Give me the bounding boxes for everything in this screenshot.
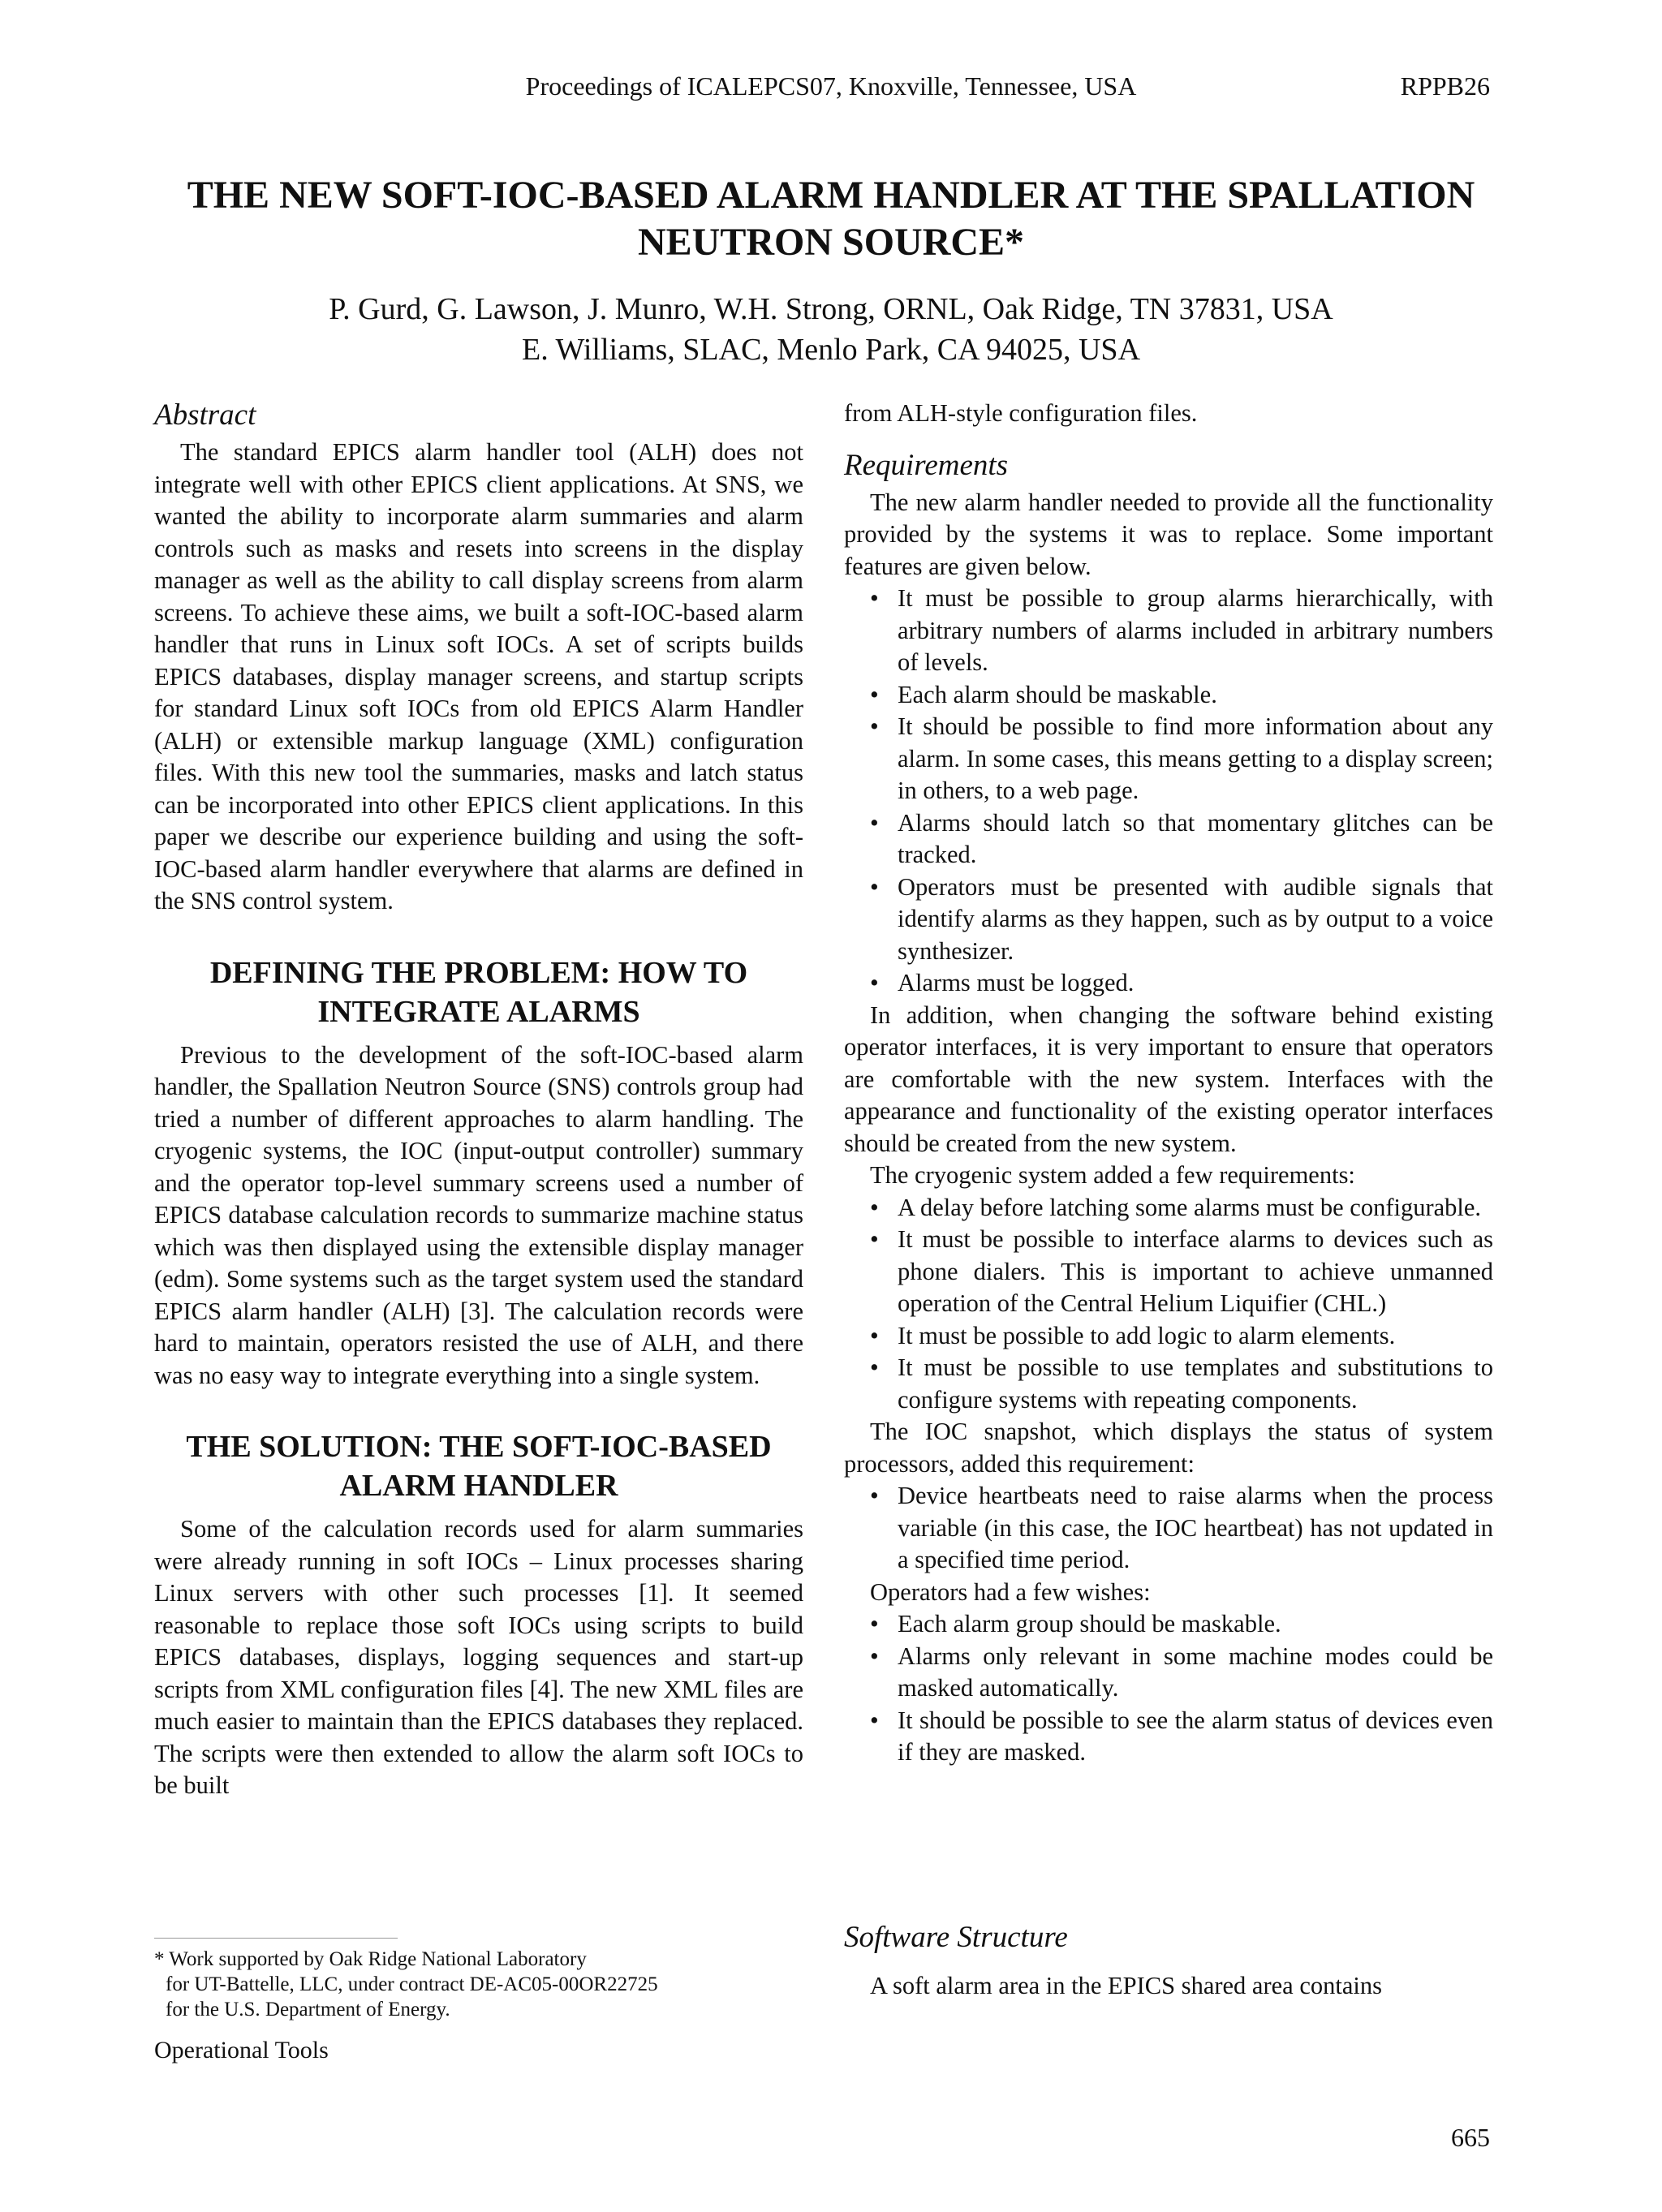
list-item: • Operators must be presented with audible signals that identify alarms as they happen, such as by output to a voice synthesizer. xyxy=(844,871,1493,968)
requirements-addition: In addition, when changing the software behind existing operator interfaces, it is very important to ensure that operators are comfortable with the new system. Interfaces with the appearance and functionality of the existing operator interfaces should be created from the new system. xyxy=(844,1001,1493,1157)
software-structure-block xyxy=(844,1920,1493,2003)
section1-text: Previous to the development of the soft-IOC-based alarm handler, the Spallation Neutron Source (SNS) controls group had tried a number of different approaches to alarm handling. The cryogenic systems, the IOC (input-output controller) summary and the operator top-level summary screens used a number of EPICS database calculation records to summarize machine status which was then displayed using the extensible display manager (edm). Some systems such as the target system used the standard EPICS alarm handler (ALH) [3]. The calculation records were hard to maintain, operators resisted the use of ALH, and there was no easy way to integrate everything into a single system. xyxy=(154,1040,803,1389)
list-item: • Device heartbeats need to raise alarms when the process variable (in this case, the IOC heartbeat) has not updated in a specified time period. xyxy=(844,1480,1493,1577)
requirements-intro: The new alarm handler needed to provide all the functionality provided by the systems it was to replace. Some important features are given below. xyxy=(844,488,1493,580)
cryo-intro: The cryogenic system added a few requirements: xyxy=(870,1161,1355,1189)
list-item: • Each alarm group should be maskable. xyxy=(844,1608,1493,1641)
footnote-line-2: for UT-Battelle, LLC, under contract DE-AC05-00OR22725 xyxy=(166,1973,658,1995)
ioc-requirements-list xyxy=(844,1480,1493,1577)
section1-heading-line-1: DEFINING THE PROBLEM: HOW TO xyxy=(209,955,748,990)
authors-line-2: E. Williams, SLAC, Menlo Park, CA 94025, USA xyxy=(521,333,1141,367)
page-number: 665 xyxy=(1451,2123,1490,2152)
abstract-heading: Abstract xyxy=(154,398,256,432)
list-item: • It should be possible to see the alarm status of devices even if they are masked. xyxy=(844,1705,1493,1769)
authors-line-1: P. Gurd, G. Lawson, J. Munro, W.H. Strong, ORNL, Oak Ridge, TN 37831, USA xyxy=(329,292,1333,326)
list-item: • It must be possible to add logic to alarm elements. xyxy=(844,1320,1493,1353)
abstract-text: The standard EPICS alarm handler tool (ALH) does not integrate well with other EPICS client applications. At SNS, we wanted the ability to incorporate alarm summaries and alarm controls such as masks and resets into screens in the display manager as well as the ability to call display screens from alarm screens. To achieve these aims, we built a soft-IOC-based alarm handler that runs in Linux soft IOCs. A set of scripts builds EPICS databases, display manager screens, and startup scripts for standard Linux soft IOCs from old EPICS Alarm Handler (ALH) or extensible markup language (XML) configuration files. With this new tool the summaries, masks and latch status can be incorporated into other EPICS client applications. In this paper we describe our experience building and using the soft-IOC-based alarm handler everywhere that alarms are defined in the SNS control system. xyxy=(154,438,803,914)
paper-title xyxy=(122,172,1540,266)
left-column xyxy=(154,398,803,1802)
footnote-line-1: * Work supported by Oak Ridge National Laboratory xyxy=(154,1948,587,1970)
section2-continuation: from ALH-style configuration files. xyxy=(844,399,1198,427)
section2-heading-line-1: THE SOLUTION: THE SOFT-IOC-BASED xyxy=(186,1430,772,1464)
ioc-intro: The IOC snapshot, which displays the status of system processors, added this requirement: xyxy=(844,1418,1493,1478)
section2-heading-line-2: ALARM HANDLER xyxy=(339,1469,618,1503)
operators-intro: Operators had a few wishes: xyxy=(870,1577,1151,1606)
section1-heading-line-2: INTEGRATE ALARMS xyxy=(317,994,640,1029)
list-item: • Alarms must be logged. xyxy=(844,967,1493,1000)
requirements-list xyxy=(844,583,1493,1000)
title-line-1: THE NEW SOFT-IOC-BASED ALARM HANDLER AT THE SPALLATION xyxy=(187,174,1475,217)
cryo-requirements-list xyxy=(844,1192,1493,1417)
right-column xyxy=(844,398,1493,1769)
list-item: • It must be possible to use templates and substitutions to configure systems with repeating components. xyxy=(844,1352,1493,1416)
paper-id: RPPB26 xyxy=(1400,71,1490,101)
author-block xyxy=(122,289,1540,370)
operator-wishes-list xyxy=(844,1608,1493,1769)
proceedings-header: Proceedings of ICALEPCS07, Knoxville, Tennessee, USA xyxy=(525,71,1137,101)
software-structure-text: A soft alarm area in the EPICS shared area contains xyxy=(870,1972,1382,1999)
footnote-line-3: for the U.S. Department of Energy. xyxy=(166,1999,450,2020)
section-heading-defining-problem xyxy=(170,953,787,1031)
title-line-2: NEUTRON SOURCE* xyxy=(637,221,1025,264)
list-item: • Alarms only relevant in some machine modes could be masked automatically. xyxy=(844,1641,1493,1705)
section2-text: Some of the calculation records used for alarm summaries were already running in soft IOCs – Linux processes sharing Linux servers with other such processes [1]. It seemed reasonable to replace those soft IOCs using scripts to build EPICS databases, displays, logging sequences and start-up scripts from XML configuration files [4]. The new XML files are much easier to maintain than the EPICS databases they replaced. The scripts were then extended to allow the alarm soft IOCs to be built xyxy=(154,1515,803,1799)
list-item: • Alarms should latch so that momentary glitches can be tracked. xyxy=(844,807,1493,871)
footnote-rule xyxy=(154,1938,398,1939)
list-item: • Each alarm should be maskable. xyxy=(844,679,1493,712)
footnote xyxy=(154,1938,803,2022)
requirements-heading: Requirements xyxy=(844,448,1009,482)
list-item: • It should be possible to find more information about any alarm. In some cases, this means getting to a display screen; in others, to a web page. xyxy=(844,711,1493,807)
list-item: • A delay before latching some alarms must be configurable. xyxy=(844,1192,1493,1224)
software-structure-heading: Software Structure xyxy=(844,1921,1068,1954)
footer-section-name: Operational Tools xyxy=(154,2037,329,2064)
list-item: • It must be possible to group alarms hierarchically, with arbitrary numbers of alarms included in arbitrary numbers of levels. xyxy=(844,583,1493,679)
section-heading-solution xyxy=(170,1427,787,1505)
list-item: • It must be possible to interface alarms to devices such as phone dialers. This is important to achieve unmanned operation of the Central Helium Liquifier (CHL.) xyxy=(844,1224,1493,1320)
